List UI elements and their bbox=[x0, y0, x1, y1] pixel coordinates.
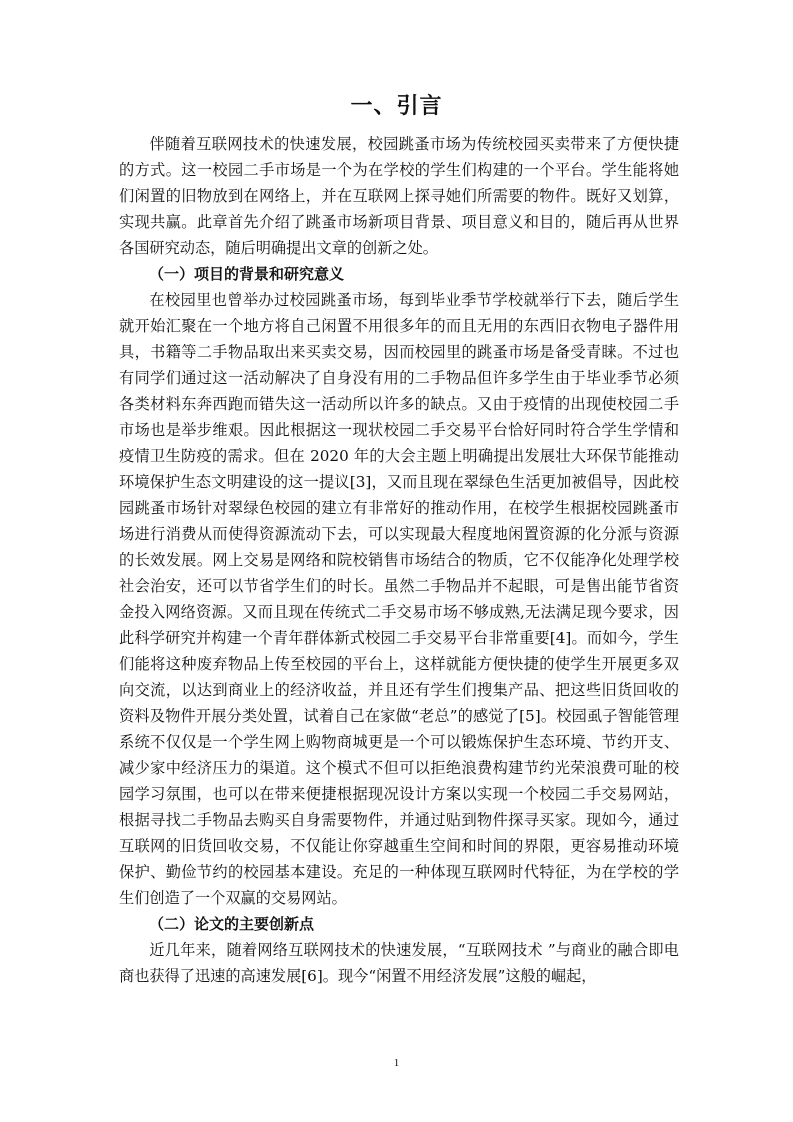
chapter-title: 一、引言 bbox=[350, 94, 443, 119]
section-heading-innovation: （二）论文的主要创新点 bbox=[149, 915, 315, 933]
background-paragraph: 在校园里也曾举办过校园跳蚤市场，每到毕业季节学校就举行下去，随后学生就开始汇聚在一个地方将自己闲置不用很多年的而且无用的东西旧衣物电子器件用具，书籍等二手物品取出来买卖交易，因而校园里的跳蚤市场是备受青睐。不过也有同学们通过这一活动解决了自身没有用的二手物品但许多学生由于毕业季节必须各类材料东奔西跑而错失这一活动所以许多的缺点。又由于疫情的出现使校园二手市场也是举步维艰。因此根据这一现状校园二手交易平台恰好同时符合学生学情和疫情卫生防疫的需求。但在 2020 年的大会主题上明确提出发展壮大环保节能推动环境保护生态文明建设的这一提议[3]，又而且现在翠绿色生活更加被倡导，因此校园跳蚤市场针对翠绿色校园的建立有非常好的推动作用，在校学生根据校园跳蚤市场进行消费从而使得资源流动下去，可以实现最大程度地闲置资源的化分派与资源的长效发展。网上交易是网络和院校销售市场结合的物质，它不仅能净化处理学校社会治安，还可以节省学生们的时长。虽然二手物品并不起眼，可是售出能节省资金投入网络资源。又而且现在传统式二手交易市场不够成熟,无法满足现今要求，因此科学研究并构建一个青年群体新式校园二手交易平台非常重要[4]。而如今，学生们能将这种废弃物品上传至校园的平台上，这样就能方便快捷的使学生开展更多双向交流，以达到商业上的经济收益，并且还有学生们搜集产品、把这些旧货回收的资料及物件开展分类处置，试着自己在家做“老总”的感觉了[5]。校园虱子智能管理系统不仅仅是一个学生网上购物商城更是一个可以锻炼保护生态环境、节约开支、减少家中经济压力的渠道。这个模式不但可以拒绝浪费构建节约光荣浪费可耻的校园学习氛围，也可以在带来便捷根据现况设计方案以实现一个校园二手交易网站，根据寻找二手物品去购买自身需要物件，并通过贴到物件探寻买家。现如今，通过互联网的旧货回收交易，不仅能让你穿越重生空间和时间的界限，更容易推动环境保护、勤俭节约的校园基本建设。充足的一种体现互联网时代特征，为在学校的学生们创造了一个双赢的交易网站。 bbox=[119, 291, 679, 907]
intro-paragraph: 伴随着互联网技术的快速发展，校园跳蚤市场为传统校园买卖带来了方便快捷的方式。这一校园二手市场是一个为在学校的学生们构建的一个平台。学生能将她们闲置的旧物放到在网络上，并在互联网上探寻她们所需要的物件。既好又划算，实现共赢。此章首先介绍了跳蚤市场新项目背景、项目意义和目的，随后再从世界各国研究动态，随后明确提出文章的创新之处。 bbox=[119, 135, 679, 257]
page-content bbox=[119, 131, 679, 989]
innovation-paragraph: 近几年来，随着网络互联网技术的快速发展，“互联网技术 ”与商业的融合即电商也获得了迅速的高速发展[6]。现今“闲置不用经济发展”这般的崛起， bbox=[119, 941, 679, 985]
section-heading-background: （一）项目的背景和研究意义 bbox=[149, 265, 345, 283]
page-number: 1 bbox=[393, 1057, 400, 1069]
